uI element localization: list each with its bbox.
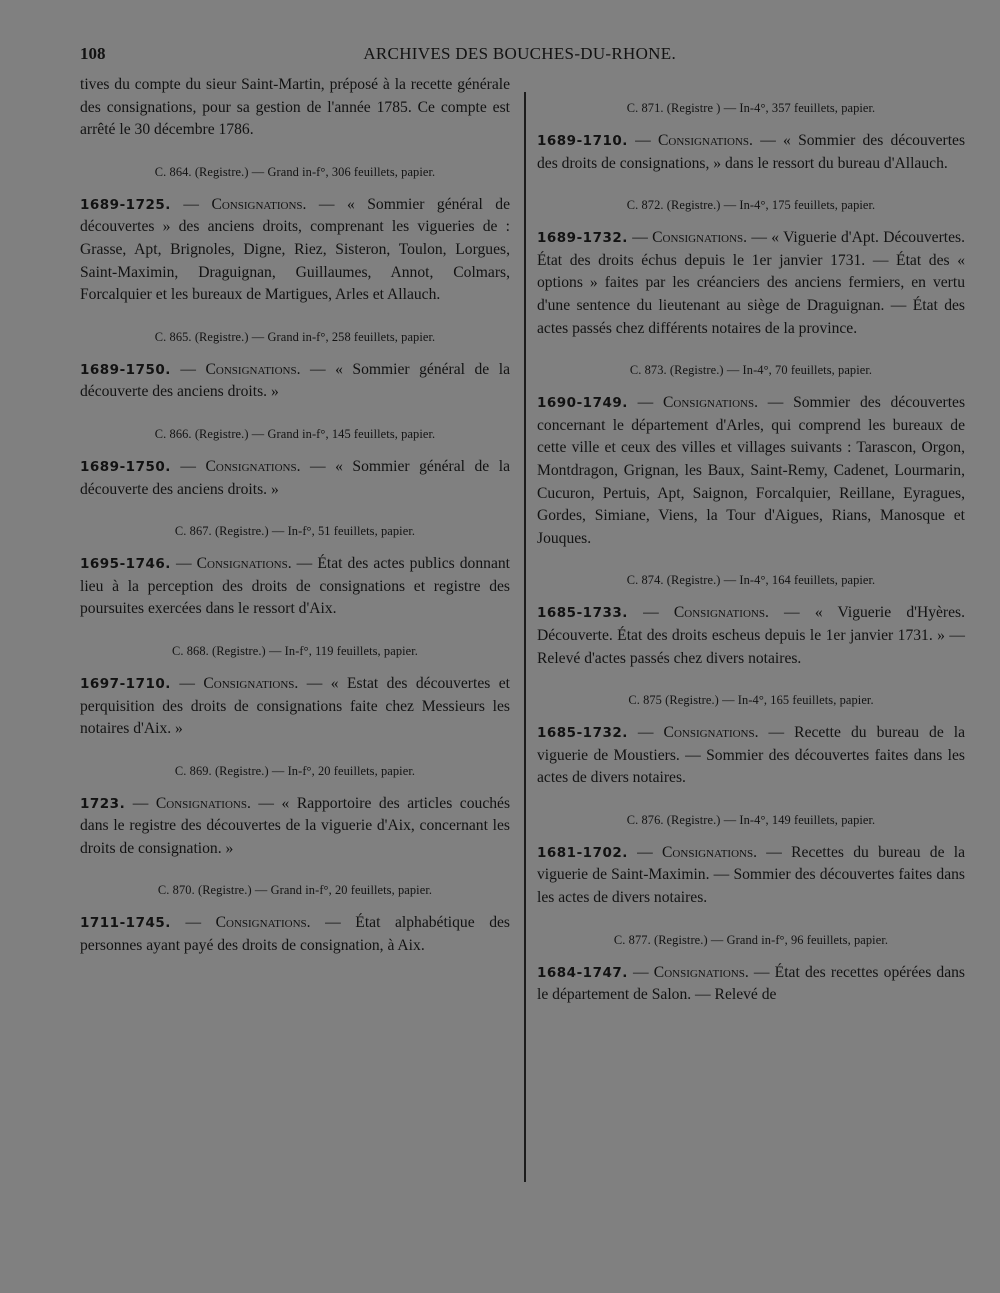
entry-paragraph: 1681-1702. — Consignations. — Recettes du bureau de la viguerie de Saint-Maximin. — Sommier des découvertes faites dans les actes de divers notaires. bbox=[537, 843, 966, 907]
archive-entry bbox=[537, 100, 965, 175]
entry-cote: C. 869. (Registre.) — In-f°, 20 feuillets, papier. bbox=[174, 763, 416, 778]
continuation-paragraph: tives du compte du sieur Saint-Martin, préposé à la recette générale des consignations, pour sa gestion de l'année 1785. Ce compte est arrêté le 30 décembre 1786. bbox=[80, 76, 510, 139]
archive-entry bbox=[537, 175, 965, 340]
entry-cote: C. 870. (Registre.) — Grand in-f°, 20 feuillets, papier. bbox=[157, 883, 433, 898]
entry-text: État des recettes opérées dans le département de Salon. — Relevé de bbox=[537, 963, 966, 1004]
entry-cote: C. 864. (Registre.) — Grand in-f°, 306 feuillets, papier. bbox=[154, 164, 436, 179]
entry-cote: C. 865. (Registre.) — Grand in-f°, 258 feuillets, papier. bbox=[154, 329, 436, 344]
entry-date: 1689-1710. bbox=[537, 133, 628, 149]
entry-date: 1689-1732. bbox=[537, 230, 628, 247]
entry-date: 1684-1747. bbox=[537, 964, 628, 981]
entry-text: État des actes publics donnant lieu à la perception des droits de consignations et registre des poursuites exercées dans le ressort d'Aix. bbox=[80, 555, 511, 618]
entry-category: Consignations. bbox=[652, 229, 748, 247]
entry-text: « Sommier général de la découverte des anciens droits. » bbox=[80, 360, 510, 401]
entry-category: Consignations. bbox=[155, 794, 251, 812]
entry-paragraph: 1689-1750. — Consignations. — « Sommier général de la découverte des anciens droits. » bbox=[80, 360, 510, 401]
entry-paragraph: 1711-1745. — Consignations. — État alphabétique des personnes ayant payé des droits de consignation, à Aix. bbox=[80, 914, 510, 955]
entry-paragraph: 1689-1710. — Consignations. — « Sommier des découvertes des droits de consignations, » dans le ressort du bureau d'Allauch. bbox=[537, 132, 966, 172]
left-entries bbox=[80, 142, 510, 958]
page-header bbox=[80, 44, 676, 68]
entry-text: « Sommier général de découvertes » des anciens droits, comprenant les vigueries de : Grasse, Apt, Brignoles, Digne, Riez, Sisteron, Toulon, Lorgues, Saint-Maximin, Draguignan, Guillaumes, Annot, Colmars, Forcalquier et les bureaux de Martigues, Arles et Allauch. bbox=[80, 195, 510, 304]
entry-category: Consignations. bbox=[662, 843, 757, 861]
archive-entry bbox=[537, 790, 965, 910]
entry-category: Consignations. bbox=[196, 555, 292, 573]
entry-text: « Sommier des découvertes des droits de consignations, » dans le ressort du bureau d'Allauch. bbox=[537, 132, 966, 172]
entry-date: 1685-1733. bbox=[537, 605, 628, 622]
entry-text: État alphabétique des personnes ayant payé des droits de consignation, à Aix. bbox=[80, 914, 510, 955]
entry-date: 1689-1750. bbox=[80, 458, 171, 475]
entry-category: Consignations. bbox=[205, 457, 301, 475]
entry-cote: C. 866. (Registre.) — Grand in-f°, 145 feuillets, papier. bbox=[154, 426, 436, 441]
entry-cote: C. 873. (Registre.) — In-4°, 70 feuillets, papier. bbox=[629, 363, 873, 378]
entry-cote: C. 872. (Registre.) — In-4°, 175 feuillets, papier. bbox=[626, 198, 876, 213]
entry-paragraph: 1689-1725. — Consignations. — « Sommier général de découvertes » des anciens droits, comprenant les vigueries de : Grasse, Apt, Brignoles, Digne, Riez, Sisteron, Toulon, Lorgues, Saint-Maximin, Draguignan, Guillaumes, Annot, Colmars, Forcalquier et les bureaux de Martigues, Arles et Allauch. bbox=[80, 195, 510, 304]
entry-category: Consignations. bbox=[205, 360, 301, 378]
entry-text: « Viguerie d'Hyères. Découverte. État des droits escheus depuis le 1er janvier 1731. » — Relevé d'actes passés chez divers notaires. bbox=[537, 604, 966, 667]
entry-date: 1689-1750. bbox=[80, 361, 171, 378]
entry-date: 1689-1725. bbox=[80, 196, 171, 213]
entry-category: Consignations. bbox=[653, 963, 749, 981]
entry-paragraph: 1689-1732. — Consignations. — « Viguerie d'Apt. Découvertes. État des droits échus depuis le 1er janvier 1731. — État des « options » faites par les créanciers des anciens fermiers, en vertu d'une sentence du lieutenant au siège de Draguignan. — État des actes passés chez différents notaires de la province. bbox=[537, 229, 966, 337]
entry-paragraph: 1690-1749. — Consignations. — Sommier des découvertes concernant le département d'Arles, qui comprend les bureaux de cette ville et ceux des villes et villages suivants : Tarascon, Orgon, Montdragon, Grignan, les Baux, Saint-Remy, Cadenet, Lourmarin, Cucuron, Pertuis, Apt, Saignon, Forcalquier, Reillane, Eyragues, Gordes, Simiane, Viens, la Tour d'Aigues, Rians, Manosque et Jouques. bbox=[537, 394, 966, 547]
entry-text: « Estat des découvertes et perquisition des droits de consignations faite chez Messieurs les notaires d'Aix. » bbox=[80, 674, 511, 738]
entry-paragraph: 1685-1733. — Consignations. — « Viguerie d'Hyères. Découverte. État des droits escheus depuis le 1er janvier 1731. » — Relevé d'actes passés chez divers notaires. bbox=[537, 604, 966, 667]
archive-entry bbox=[537, 670, 965, 790]
entry-paragraph: 1689-1750. — Consignations. — « Sommier général de la découverte des anciens droits. » bbox=[80, 457, 510, 498]
archive-entry bbox=[537, 340, 965, 550]
archive-entry bbox=[80, 621, 510, 741]
archive-entry bbox=[80, 741, 510, 861]
entry-cote: C. 877. (Registre.) — Grand in-f°, 96 feuillets, papier. bbox=[613, 932, 889, 947]
page-number: 108 bbox=[80, 44, 106, 63]
entry-text: « Rapportoire des articles couchés dans le registre des découvertes de la viguerie d'Aix, concernant les droits de consignation. » bbox=[80, 794, 511, 857]
entry-date: 1681-1702. bbox=[537, 844, 628, 861]
entry-cote: C. 868. (Registre.) — In-f°, 119 feuillets, papier. bbox=[172, 643, 418, 658]
entry-category: Consignations. bbox=[657, 132, 753, 149]
running-title: ARCHIVES DES BOUCHES-DU-RHONE. bbox=[363, 44, 676, 63]
entry-date: 1690-1749. bbox=[537, 395, 628, 412]
entry-cote: C. 871. (Registre ) — In-4°, 357 feuillets, papier. bbox=[626, 101, 876, 115]
archive-entry bbox=[537, 550, 965, 670]
entry-paragraph: 1684-1747. — Consignations. — État des recettes opérées dans le département de Salon. — Relevé de bbox=[537, 963, 966, 1004]
entry-cote: C. 876. (Registre.) — In-4°, 149 feuillets, papier. bbox=[626, 812, 876, 827]
entry-date: 1711-1745. bbox=[80, 915, 171, 932]
entry-text: « Sommier général de la découverte des anciens droits. » bbox=[80, 457, 510, 498]
entry-text: Recettes du bureau de la viguerie de Saint-Maximin. — Sommier des découvertes faites dans les actes de divers notaires. bbox=[537, 843, 966, 907]
entry-cote: C. 874. (Registre.) — In-4°, 164 feuillets, papier. bbox=[626, 573, 876, 588]
right-entries bbox=[537, 100, 965, 1007]
right-column bbox=[537, 100, 965, 1007]
entry-text: Sommier des découvertes concernant le département d'Arles, qui comprend les bureaux de cette ville et ceux des villes et villages suivants : Tarascon, Orgon, Montdragon, Grignan, les Baux, Saint-Remy, Cadenet, Lourmarin, Cucuron, Pertuis, Apt, Saignon, Forcalquier, Reillane, Eyragues, Gordes, Simiane, Viens, la Tour d'Aigues, Rians, Manosque et Jouques. bbox=[537, 394, 966, 547]
entry-text: Recette du bureau de la viguerie de Moustiers. — Sommier des découvertes faites dans les actes de divers notaires. bbox=[537, 724, 966, 787]
entry-paragraph: 1695-1746. — Consignations. — État des actes publics donnant lieu à la perception des droits de consignations et registre des poursuites exercées dans le ressort d'Aix. bbox=[80, 555, 511, 618]
archive-entry bbox=[537, 910, 965, 1007]
entry-category: Consignations. bbox=[211, 195, 307, 213]
entry-paragraph: 1685-1732. — Consignations. — Recette du bureau de la viguerie de Moustiers. — Sommier des découvertes faites dans les actes de divers notaires. bbox=[537, 724, 966, 787]
entry-text: « Viguerie d'Apt. Découvertes. État des droits échus depuis le 1er janvier 1731. — État des « options » faites par les créanciers des anciens fermiers, en vertu d'une sentence du lieutenant au siège de Draguignan. — État des actes passés chez différents notaires de la province. bbox=[537, 229, 966, 337]
entry-date: 1685-1732. bbox=[537, 725, 628, 742]
entry-category: Consignations. bbox=[673, 604, 769, 622]
entry-category: Consignations. bbox=[203, 674, 299, 692]
entry-category: Consignations. bbox=[663, 394, 758, 412]
archive-entry bbox=[80, 142, 510, 307]
entry-date: 1695-1746. bbox=[80, 556, 171, 573]
archive-entry bbox=[80, 860, 510, 957]
entry-date: 1723. bbox=[80, 795, 126, 812]
column-divider bbox=[524, 92, 526, 1182]
entry-cote: C. 875 (Registre.) — In-4°, 165 feuillets, papier. bbox=[628, 693, 874, 708]
archive-entry bbox=[80, 404, 510, 501]
entry-category: Consignations. bbox=[215, 914, 311, 932]
left-column bbox=[80, 74, 510, 958]
archive-entry bbox=[80, 501, 510, 621]
archive-entry bbox=[80, 307, 510, 404]
entry-category: Consignations. bbox=[663, 724, 759, 742]
entry-paragraph: 1723. — Consignations. — « Rapportoire des articles couchés dans le registre des découvertes de la viguerie d'Aix, concernant les droits de consignation. » bbox=[80, 794, 511, 857]
entry-paragraph: 1697-1710. — Consignations. — « Estat des découvertes et perquisition des droits de consignations faite chez Messieurs les notaires d'Aix. » bbox=[80, 674, 511, 738]
entry-date: 1697-1710. bbox=[80, 675, 171, 692]
entry-cote: C. 867. (Registre.) — In-f°, 51 feuillets, papier. bbox=[174, 524, 416, 539]
